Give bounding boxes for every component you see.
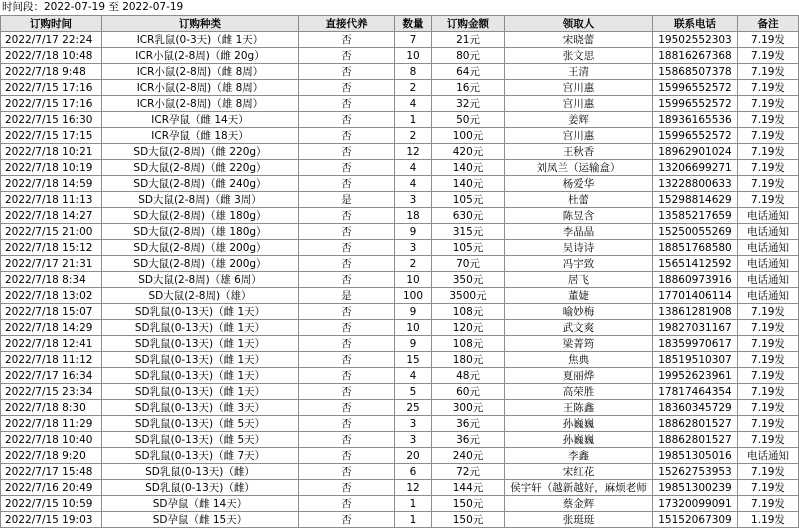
header-recipient: 领取人	[505, 16, 653, 32]
cell-order-time: 2022/7/18 8:30	[1, 400, 102, 416]
cell-direct-rearing: 否	[299, 128, 395, 144]
cell-quantity: 3	[395, 416, 432, 432]
cell-recipient: 孙巍巍	[505, 432, 653, 448]
cell-quantity: 3	[395, 240, 432, 256]
cell-amount: 70元	[432, 256, 505, 272]
cell-amount: 36元	[432, 416, 505, 432]
table-row	[1, 464, 799, 480]
cell-amount: 105元	[432, 192, 505, 208]
cell-remark: 7.19发	[738, 64, 799, 80]
cell-quantity: 9	[395, 224, 432, 240]
cell-remark: 7.19发	[738, 144, 799, 160]
cell-phone: 19502552303	[653, 32, 738, 48]
cell-order-type: SD大鼠(2-8周)（雄 180g）	[102, 208, 299, 224]
cell-direct-rearing: 否	[299, 448, 395, 464]
cell-direct-rearing: 否	[299, 432, 395, 448]
cell-amount: 420元	[432, 144, 505, 160]
cell-recipient: 宋晓蕾	[505, 32, 653, 48]
cell-remark: 7.19发	[738, 320, 799, 336]
header-remark: 备注	[738, 16, 799, 32]
cell-order-type: SD乳鼠(0-13天)（雌 1天）	[102, 384, 299, 400]
cell-remark: 7.19发	[738, 384, 799, 400]
cell-quantity: 4	[395, 160, 432, 176]
orders-table	[0, 15, 799, 528]
cell-remark: 7.19发	[738, 80, 799, 96]
cell-quantity: 6	[395, 464, 432, 480]
cell-amount: 120元	[432, 320, 505, 336]
cell-phone: 13228800633	[653, 176, 738, 192]
cell-recipient: 董婕	[505, 288, 653, 304]
cell-recipient: 蔡金辉	[505, 496, 653, 512]
cell-quantity: 5	[395, 384, 432, 400]
cell-amount: 105元	[432, 240, 505, 256]
cell-remark: 电话通知	[738, 224, 799, 240]
cell-order-time: 2022/7/18 8:34	[1, 272, 102, 288]
cell-remark: 7.19发	[738, 336, 799, 352]
cell-amount: 60元	[432, 384, 505, 400]
header-row	[1, 16, 799, 32]
cell-order-time: 2022/7/18 15:07	[1, 304, 102, 320]
table-row	[1, 208, 799, 224]
cell-recipient: 宫川惠	[505, 96, 653, 112]
cell-phone: 18860973916	[653, 272, 738, 288]
cell-direct-rearing: 否	[299, 512, 395, 528]
cell-recipient: 高荣胜	[505, 384, 653, 400]
table-row	[1, 304, 799, 320]
cell-recipient: 焦典	[505, 352, 653, 368]
cell-order-type: SD大鼠(2-8周)（雄）	[102, 288, 299, 304]
cell-quantity: 4	[395, 368, 432, 384]
cell-direct-rearing: 否	[299, 208, 395, 224]
table-row	[1, 496, 799, 512]
cell-amount: 350元	[432, 272, 505, 288]
header-order-time: 订购时间	[1, 16, 102, 32]
cell-order-time: 2022/7/15 21:00	[1, 224, 102, 240]
cell-recipient: 冯宇致	[505, 256, 653, 272]
cell-direct-rearing: 否	[299, 272, 395, 288]
cell-remark: 7.19发	[738, 480, 799, 496]
cell-order-type: SD乳鼠(0-13天)（雌 7天）	[102, 448, 299, 464]
cell-quantity: 2	[395, 256, 432, 272]
cell-remark: 1.19发	[738, 512, 799, 528]
cell-direct-rearing: 否	[299, 160, 395, 176]
cell-recipient: 宫川惠	[505, 128, 653, 144]
cell-amount: 32元	[432, 96, 505, 112]
cell-order-type: SD大鼠(2-8周)（雄 200g）	[102, 240, 299, 256]
cell-recipient: 夏丽烨	[505, 368, 653, 384]
cell-order-time: 2022/7/18 11:29	[1, 416, 102, 432]
cell-quantity: 18	[395, 208, 432, 224]
table-row	[1, 144, 799, 160]
cell-direct-rearing: 否	[299, 240, 395, 256]
cell-quantity: 10	[395, 48, 432, 64]
cell-recipient: 姜辉	[505, 112, 653, 128]
cell-amount: 72元	[432, 464, 505, 480]
cell-amount: 36元	[432, 432, 505, 448]
cell-phone: 13585217659	[653, 208, 738, 224]
cell-amount: 48元	[432, 368, 505, 384]
table-row	[1, 64, 799, 80]
cell-order-type: SD孕鼠（雌 14天）	[102, 496, 299, 512]
cell-direct-rearing: 否	[299, 176, 395, 192]
cell-remark: 7.19发	[738, 176, 799, 192]
cell-recipient: 宋红花	[505, 464, 653, 480]
cell-order-time: 2022/7/18 14:59	[1, 176, 102, 192]
cell-order-type: SD乳鼠(0-13天)（雌）	[102, 480, 299, 496]
cell-direct-rearing: 否	[299, 80, 395, 96]
table-row	[1, 416, 799, 432]
cell-amount: 64元	[432, 64, 505, 80]
cell-phone: 15996552572	[653, 96, 738, 112]
cell-amount: 100元	[432, 128, 505, 144]
cell-quantity: 2	[395, 80, 432, 96]
cell-amount: 630元	[432, 208, 505, 224]
cell-remark: 电话通知	[738, 288, 799, 304]
cell-order-type: ICR小鼠(2-8周)（雄 8周）	[102, 80, 299, 96]
table-row	[1, 352, 799, 368]
cell-order-type: ICR小鼠(2-8周)（雌 8周）	[102, 64, 299, 80]
cell-remark: 7.19发	[738, 304, 799, 320]
cell-order-time: 2022/7/18 14:27	[1, 208, 102, 224]
cell-direct-rearing: 否	[299, 64, 395, 80]
cell-recipient: 王陈鑫	[505, 400, 653, 416]
cell-order-type: SD孕鼠（雌 15天）	[102, 512, 299, 528]
table-row	[1, 432, 799, 448]
cell-remark: 7.19发	[738, 32, 799, 48]
cell-order-time: 2022/7/17 16:34	[1, 368, 102, 384]
cell-phone: 19952623961	[653, 368, 738, 384]
cell-quantity: 7	[395, 32, 432, 48]
cell-order-type: SD大鼠(2-8周)（雌 220g）	[102, 160, 299, 176]
cell-amount: 315元	[432, 224, 505, 240]
cell-recipient: 李晶晶	[505, 224, 653, 240]
cell-direct-rearing: 否	[299, 32, 395, 48]
cell-quantity: 15	[395, 352, 432, 368]
cell-order-time: 2022/7/17 21:31	[1, 256, 102, 272]
cell-remark: 7.19发	[738, 96, 799, 112]
cell-order-time: 2022/7/18 13:02	[1, 288, 102, 304]
cell-recipient: 张文思	[505, 48, 653, 64]
cell-phone: 15250055269	[653, 224, 738, 240]
cell-order-type: SD大鼠(2-8周)（雌 220g）	[102, 144, 299, 160]
table-row	[1, 176, 799, 192]
cell-quantity: 1	[395, 512, 432, 528]
cell-order-time: 2022/7/17 22:24	[1, 32, 102, 48]
cell-order-time: 2022/7/15 10:59	[1, 496, 102, 512]
cell-phone: 18862801527	[653, 416, 738, 432]
table-row	[1, 288, 799, 304]
cell-amount: 150元	[432, 512, 505, 528]
table-row	[1, 128, 799, 144]
cell-order-time: 2022/7/18 9:20	[1, 448, 102, 464]
cell-order-type: ICR小鼠(2-8周)（雌 20g）	[102, 48, 299, 64]
cell-recipient: 李鑫	[505, 448, 653, 464]
cell-quantity: 10	[395, 272, 432, 288]
cell-phone: 15262753953	[653, 464, 738, 480]
cell-recipient: 侯宇轩（越新越好，麻烦老师	[505, 480, 653, 496]
cell-direct-rearing: 否	[299, 496, 395, 512]
cell-amount: 108元	[432, 336, 505, 352]
cell-quantity: 2	[395, 128, 432, 144]
table-row	[1, 96, 799, 112]
cell-phone: 15868507378	[653, 64, 738, 80]
cell-phone: 19851300239	[653, 480, 738, 496]
cell-amount: 108元	[432, 304, 505, 320]
header-direct-rearing: 直接代养	[299, 16, 395, 32]
cell-order-type: SD乳鼠(0-13天)（雌 5天）	[102, 416, 299, 432]
cell-order-time: 2022/7/15 17:16	[1, 96, 102, 112]
cell-remark: 7.19发	[738, 352, 799, 368]
cell-quantity: 12	[395, 480, 432, 496]
cell-direct-rearing: 否	[299, 112, 395, 128]
cell-amount: 180元	[432, 352, 505, 368]
cell-remark: 7.19发	[738, 192, 799, 208]
cell-direct-rearing: 否	[299, 48, 395, 64]
cell-order-type: SD乳鼠(0-13天)（雌 5天）	[102, 432, 299, 448]
header-phone: 联系电话	[653, 16, 738, 32]
table-row	[1, 224, 799, 240]
table-row	[1, 80, 799, 96]
cell-amount: 300元	[432, 400, 505, 416]
cell-phone: 18862801527	[653, 432, 738, 448]
cell-order-type: ICR乳鼠(0-3天)（雌 1天）	[102, 32, 299, 48]
cell-quantity: 3	[395, 432, 432, 448]
cell-direct-rearing: 否	[299, 464, 395, 480]
cell-direct-rearing: 否	[299, 352, 395, 368]
cell-order-type: ICR孕鼠（雌 14天）	[102, 112, 299, 128]
cell-recipient: 刘凤兰（运输盒）	[505, 160, 653, 176]
cell-order-type: SD乳鼠(0-13天)（雌 1天）	[102, 352, 299, 368]
cell-phone: 17701406114	[653, 288, 738, 304]
cell-recipient: 吴诗诗	[505, 240, 653, 256]
cell-phone: 18816267368	[653, 48, 738, 64]
orders-table-body	[1, 16, 799, 528]
cell-remark: 电话通知	[738, 272, 799, 288]
cell-quantity: 25	[395, 400, 432, 416]
cell-amount: 16元	[432, 80, 505, 96]
cell-remark: 电话通知	[738, 208, 799, 224]
cell-amount: 80元	[432, 48, 505, 64]
cell-phone: 18360345729	[653, 400, 738, 416]
table-row	[1, 384, 799, 400]
cell-quantity: 12	[395, 144, 432, 160]
cell-recipient: 杜蕾	[505, 192, 653, 208]
table-row	[1, 368, 799, 384]
cell-remark: 电话通知	[738, 448, 799, 464]
cell-order-type: SD大鼠(2-8周)（雄 200g）	[102, 256, 299, 272]
cell-phone: 15996552572	[653, 80, 738, 96]
cell-quantity: 100	[395, 288, 432, 304]
cell-quantity: 1	[395, 112, 432, 128]
cell-quantity: 8	[395, 64, 432, 80]
cell-recipient: 宫川惠	[505, 80, 653, 96]
table-row	[1, 32, 799, 48]
cell-phone: 17320099091	[653, 496, 738, 512]
cell-phone: 15152067309	[653, 512, 738, 528]
cell-amount: 240元	[432, 448, 505, 464]
cell-order-time: 2022/7/18 11:12	[1, 352, 102, 368]
cell-direct-rearing: 否	[299, 416, 395, 432]
cell-order-type: SD大鼠(2-8周)（雌 3周）	[102, 192, 299, 208]
cell-order-time: 2022/7/15 16:30	[1, 112, 102, 128]
cell-phone: 15298814629	[653, 192, 738, 208]
cell-phone: 18519510307	[653, 352, 738, 368]
cell-quantity: 10	[395, 320, 432, 336]
cell-remark: 7.19发	[738, 432, 799, 448]
cell-quantity: 4	[395, 176, 432, 192]
table-row	[1, 336, 799, 352]
cell-order-time: 2022/7/18 10:19	[1, 160, 102, 176]
cell-direct-rearing: 否	[299, 304, 395, 320]
table-row	[1, 512, 799, 528]
cell-recipient: 陈昱含	[505, 208, 653, 224]
cell-amount: 140元	[432, 176, 505, 192]
cell-recipient: 张珽珽	[505, 512, 653, 528]
cell-remark: 7.19发	[738, 464, 799, 480]
header-order-type: 订购种类	[102, 16, 299, 32]
cell-order-time: 2022/7/15 17:15	[1, 128, 102, 144]
cell-remark: 7.19发	[738, 112, 799, 128]
cell-order-type: SD大鼠(2-8周)（雌 240g）	[102, 176, 299, 192]
cell-order-type: SD乳鼠(0-13天)（雌 1天）	[102, 368, 299, 384]
cell-direct-rearing: 是	[299, 288, 395, 304]
cell-phone: 19827031167	[653, 320, 738, 336]
cell-order-type: SD乳鼠(0-13天)（雌 1天）	[102, 320, 299, 336]
cell-remark: 7.19发	[738, 48, 799, 64]
cell-order-time: 2022/7/18 14:29	[1, 320, 102, 336]
cell-order-type: SD乳鼠(0-13天)（雌 3天）	[102, 400, 299, 416]
cell-order-time: 2022/7/18 10:48	[1, 48, 102, 64]
cell-order-time: 2022/7/18 9:48	[1, 64, 102, 80]
cell-recipient: 王清	[505, 64, 653, 80]
table-row	[1, 48, 799, 64]
table-row	[1, 192, 799, 208]
cell-order-time: 2022/7/18 15:12	[1, 240, 102, 256]
cell-direct-rearing: 否	[299, 336, 395, 352]
cell-order-time: 2022/7/18 11:13	[1, 192, 102, 208]
cell-order-time: 2022/7/17 15:48	[1, 464, 102, 480]
cell-phone: 18962901024	[653, 144, 738, 160]
cell-direct-rearing: 否	[299, 96, 395, 112]
table-row	[1, 160, 799, 176]
cell-order-time: 2022/7/16 20:49	[1, 480, 102, 496]
cell-order-time: 2022/7/15 23:34	[1, 384, 102, 400]
cell-recipient: 梁菁筠	[505, 336, 653, 352]
cell-amount: 50元	[432, 112, 505, 128]
cell-quantity: 3	[395, 192, 432, 208]
cell-direct-rearing: 否	[299, 480, 395, 496]
cell-recipient: 喻妙梅	[505, 304, 653, 320]
cell-recipient: 杨爱华	[505, 176, 653, 192]
cell-remark: 电话通知	[738, 256, 799, 272]
cell-remark: 电话通知	[738, 240, 799, 256]
table-row	[1, 240, 799, 256]
cell-direct-rearing: 否	[299, 256, 395, 272]
cell-recipient: 居飞	[505, 272, 653, 288]
cell-amount: 140元	[432, 160, 505, 176]
cell-direct-rearing: 否	[299, 320, 395, 336]
cell-order-type: SD乳鼠(0-13天)（雌）	[102, 464, 299, 480]
cell-recipient: 孙巍巍	[505, 416, 653, 432]
cell-direct-rearing: 否	[299, 144, 395, 160]
cell-remark: 7.19发	[738, 416, 799, 432]
header-amount: 订购金额	[432, 16, 505, 32]
cell-order-time: 2022/7/18 12:41	[1, 336, 102, 352]
cell-amount: 150元	[432, 496, 505, 512]
cell-phone: 18851768580	[653, 240, 738, 256]
cell-phone: 18936165536	[653, 112, 738, 128]
cell-direct-rearing: 否	[299, 224, 395, 240]
cell-amount: 144元	[432, 480, 505, 496]
cell-phone: 13206699271	[653, 160, 738, 176]
date-range-caption: 时间段：2022-07-19 至 2022-07-19	[2, 1, 184, 13]
cell-remark: 7.19发	[738, 400, 799, 416]
cell-remark: 7.19发	[738, 496, 799, 512]
cell-direct-rearing: 是	[299, 192, 395, 208]
cell-remark: 7.19发	[738, 128, 799, 144]
cell-recipient: 武文爽	[505, 320, 653, 336]
table-row	[1, 480, 799, 496]
header-quantity: 数量	[395, 16, 432, 32]
cell-order-time: 2022/7/18 10:21	[1, 144, 102, 160]
cell-order-time: 2022/7/18 10:40	[1, 432, 102, 448]
cell-order-type: ICR小鼠(2-8周)（雄 8周）	[102, 96, 299, 112]
cell-order-type: ICR孕鼠（雌 18天）	[102, 128, 299, 144]
cell-amount: 21元	[432, 32, 505, 48]
cell-phone: 15996552572	[653, 128, 738, 144]
table-row	[1, 448, 799, 464]
cell-phone: 15651412592	[653, 256, 738, 272]
cell-order-type: SD乳鼠(0-13天)（雌 1天）	[102, 336, 299, 352]
cell-remark: 7.19发	[738, 368, 799, 384]
cell-direct-rearing: 否	[299, 384, 395, 400]
cell-amount: 3500元	[432, 288, 505, 304]
cell-remark: 7.19发	[738, 160, 799, 176]
cell-direct-rearing: 否	[299, 400, 395, 416]
table-row	[1, 320, 799, 336]
cell-phone: 18359970617	[653, 336, 738, 352]
cell-quantity: 20	[395, 448, 432, 464]
cell-phone: 13861281908	[653, 304, 738, 320]
cell-phone: 17817464354	[653, 384, 738, 400]
cell-order-time: 2022/7/15 17:16	[1, 80, 102, 96]
cell-quantity: 9	[395, 336, 432, 352]
cell-direct-rearing: 否	[299, 368, 395, 384]
cell-quantity: 4	[395, 96, 432, 112]
cell-order-type: SD乳鼠(0-13天)（雌 1天）	[102, 304, 299, 320]
table-row	[1, 400, 799, 416]
cell-quantity: 1	[395, 496, 432, 512]
cell-phone: 19851305016	[653, 448, 738, 464]
table-row	[1, 112, 799, 128]
cell-quantity: 9	[395, 304, 432, 320]
cell-recipient: 王秋香	[505, 144, 653, 160]
table-row	[1, 256, 799, 272]
cell-order-type: SD大鼠(2-8周)（雄 180g）	[102, 224, 299, 240]
table-row	[1, 272, 799, 288]
cell-order-time: 2022/7/15 19:03	[1, 512, 102, 528]
cell-order-type: SD大鼠(2-8周)（雄 6周）	[102, 272, 299, 288]
